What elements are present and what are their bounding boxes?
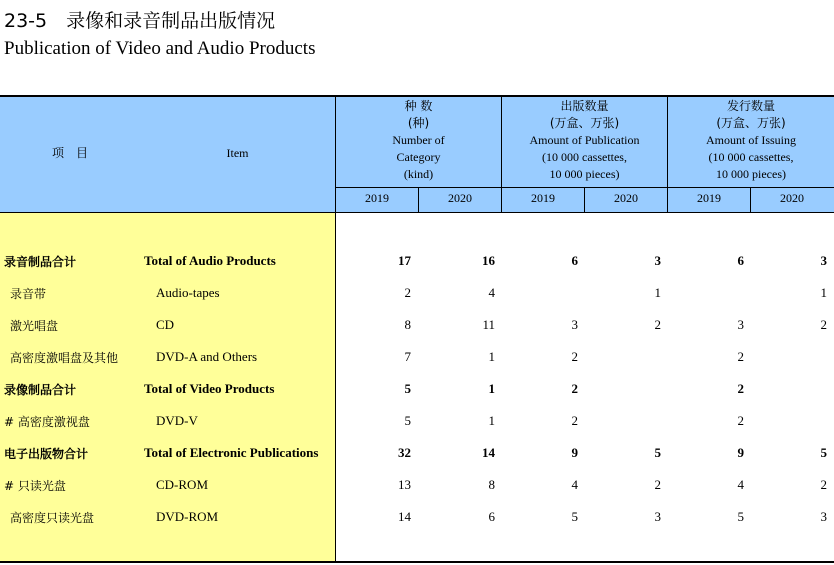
row-value: 14 bbox=[398, 509, 411, 524]
row-label-en: CD bbox=[156, 317, 175, 332]
row-value: 3 bbox=[654, 509, 661, 524]
table-row bbox=[0, 509, 834, 541]
row-value: 5 bbox=[820, 445, 827, 460]
header-item-cn: 项 目 bbox=[51, 146, 88, 160]
row-value: 5 bbox=[404, 381, 411, 396]
row-value: 2 bbox=[654, 477, 661, 492]
row-label-cn: 激光唱盘 bbox=[10, 319, 59, 333]
table-row bbox=[0, 253, 834, 285]
row-label-cn: # 只读光盘 bbox=[4, 479, 66, 493]
row-label-en: Total of Audio Products bbox=[144, 253, 276, 268]
row-label-cn: 录像制品合计 bbox=[4, 383, 77, 397]
row-value: 1 bbox=[488, 349, 495, 364]
row-value: 2 bbox=[820, 317, 827, 332]
row-value: 9 bbox=[737, 445, 744, 460]
row-value: 11 bbox=[482, 317, 495, 332]
row-value: 2 bbox=[571, 349, 578, 364]
row-label-cn: 电子出版物合计 bbox=[4, 447, 89, 461]
table-title-en: Publication of Video and Audio Products bbox=[4, 38, 316, 59]
header-publication: 出版数量 (万盒、万张) Amount of Publication (10 000 cassettes, 10 000 pieces) bbox=[529, 99, 640, 181]
row-value: 3 bbox=[571, 317, 578, 332]
row-value: 2 bbox=[571, 381, 578, 396]
table-row bbox=[0, 413, 834, 445]
header-bottom-rule bbox=[0, 212, 834, 213]
row-label-en: Audio-tapes bbox=[156, 285, 220, 300]
table-title-cn: 23-5 录像和录音制品出版情况 bbox=[4, 10, 276, 32]
year-label: 2020 bbox=[448, 191, 472, 205]
table-bottom-rule bbox=[0, 561, 834, 563]
row-label-en: DVD-ROM bbox=[156, 509, 219, 524]
year-label: 2019 bbox=[365, 191, 389, 205]
row-value: 5 bbox=[404, 413, 411, 428]
row-value: 7 bbox=[404, 349, 411, 364]
row-value: 5 bbox=[654, 445, 661, 460]
row-value: 3 bbox=[820, 253, 827, 268]
row-label-en: DVD-V bbox=[156, 413, 198, 428]
header-category: 种 数 (种) Number of Category (kind) bbox=[392, 99, 445, 181]
row-value: 1 bbox=[820, 285, 827, 300]
row-value: 2 bbox=[737, 413, 744, 428]
header-item-en: Item bbox=[226, 146, 249, 160]
row-value: 4 bbox=[571, 477, 578, 492]
row-value: 3 bbox=[654, 253, 661, 268]
row-value: 2 bbox=[404, 285, 411, 300]
row-value: 1 bbox=[488, 381, 495, 396]
table-row bbox=[0, 445, 834, 477]
row-value: 6 bbox=[571, 253, 578, 268]
row-label-cn: 录音制品合计 bbox=[4, 255, 77, 269]
row-value: 2 bbox=[571, 413, 578, 428]
row-value: 14 bbox=[482, 445, 495, 460]
row-value: 2 bbox=[654, 317, 661, 332]
row-label-cn: 高密度激唱盘及其他 bbox=[10, 351, 119, 365]
row-value: 2 bbox=[737, 381, 744, 396]
row-value: 4 bbox=[488, 285, 495, 300]
year-label: 2020 bbox=[780, 191, 804, 205]
table-row bbox=[0, 317, 834, 349]
table-row bbox=[0, 477, 834, 509]
table-row bbox=[0, 381, 834, 413]
row-value: 32 bbox=[398, 445, 411, 460]
row-value: 5 bbox=[571, 509, 578, 524]
row-value: 17 bbox=[398, 253, 411, 268]
row-label-cn: 录音带 bbox=[10, 287, 47, 301]
row-value: 6 bbox=[488, 509, 495, 524]
row-value: 5 bbox=[737, 509, 744, 524]
row-value: 9 bbox=[571, 445, 578, 460]
year-label: 2020 bbox=[614, 191, 638, 205]
row-value: 16 bbox=[482, 253, 495, 268]
row-value: 8 bbox=[404, 317, 411, 332]
year-label: 2019 bbox=[697, 191, 721, 205]
row-label-en: DVD-A and Others bbox=[156, 349, 258, 364]
row-label-cn: # 高密度激视盘 bbox=[4, 415, 90, 429]
row-value: 13 bbox=[398, 477, 411, 492]
row-value: 3 bbox=[737, 317, 744, 332]
row-value: 2 bbox=[737, 349, 744, 364]
table-row bbox=[0, 285, 834, 317]
table-row bbox=[0, 349, 834, 381]
header-issuing: 发行数量 (万盒、万张) Amount of Issuing (10 000 cassettes, 10 000 pieces) bbox=[706, 99, 796, 181]
row-value: 1 bbox=[488, 413, 495, 428]
row-value: 4 bbox=[737, 477, 744, 492]
row-label-en: Total of Electronic Publications bbox=[144, 445, 319, 460]
row-value: 8 bbox=[488, 477, 495, 492]
year-label: 2019 bbox=[531, 191, 555, 205]
row-value: 2 bbox=[820, 477, 827, 492]
row-value: 3 bbox=[820, 509, 827, 524]
row-value: 6 bbox=[737, 253, 744, 268]
row-label-cn: 高密度只读光盘 bbox=[10, 511, 95, 525]
row-label-en: CD-ROM bbox=[156, 477, 209, 492]
row-value: 1 bbox=[654, 285, 661, 300]
statistics-table bbox=[0, 95, 834, 563]
row-label-en: Total of Video Products bbox=[144, 381, 275, 396]
header-year-rule bbox=[336, 187, 834, 188]
